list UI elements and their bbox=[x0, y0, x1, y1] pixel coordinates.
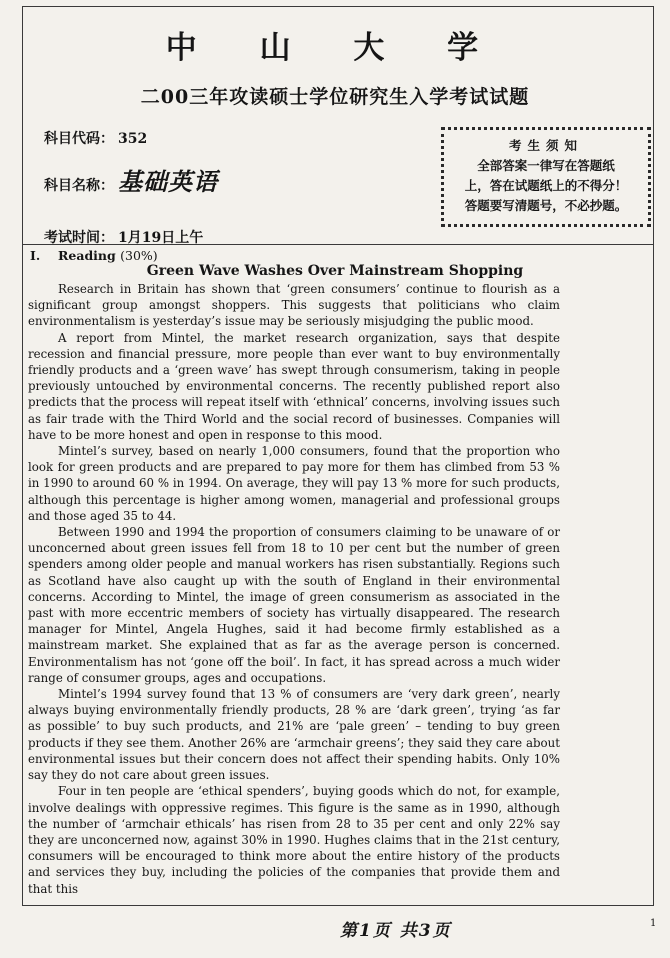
subject-code-label: 科目代码： bbox=[44, 131, 114, 147]
paragraph: Between 1990 and 1994 the proportion of consumers claiming to be unaware of or unconcerned about green issues fell from 18 to 10 per cent but the number of green spenders among older people and manual workers has risen substantially. Regions such as Scotland have also caught up with the south of England in their environmental concerns. According to Mintel, the image of green consumerism as associated in the past with more eccentric members of society has virtually disappeared. The research manager for Mintel, Angela Hughes, said it had become firmly established as a mainstream market. She explained that as far as the average person is concerned. Environmentalism has not ‘gone off the boil’. In fact, it has spread across a much wider range of consumer groups, ages and occupations. bbox=[28, 525, 560, 685]
paragraph: A report from Mintel, the market research organization, says that despite recession and financial pressure, more people than ever want to buy environmentally friendly products and a ‘green wave’ has swept through consumerism, taking in people previously untouched by environmental concerns. The recently published report also predicts that the process will repeat itself with ‘ethnical’ concerns, involving issues such as fair trade with the Third World and the social record of businesses. Companies will have to be more honest and open in response to this mood. bbox=[28, 330, 560, 442]
header-divider bbox=[22, 244, 653, 245]
subject-name-value: 基础英语 bbox=[118, 167, 218, 196]
notice-line: 全部答案一律写在答题纸 bbox=[477, 158, 615, 173]
subject-name bbox=[44, 162, 218, 197]
exam-title: 二00三年攻读硕士学位研究生入学考试试题 bbox=[140, 86, 530, 108]
section-weight: (30%) bbox=[120, 248, 158, 263]
section-number: I. bbox=[30, 248, 41, 263]
notice-line: 上，答在试题纸上的不得分！ bbox=[464, 178, 628, 193]
subject-code-value: 352 bbox=[118, 131, 148, 147]
subject-name-label: 科目名称： bbox=[44, 178, 114, 194]
article-body bbox=[28, 281, 560, 897]
notice-title: 考生须知 bbox=[508, 138, 583, 153]
section-label: Reading bbox=[58, 248, 116, 263]
university-name: 中 山 大 学 bbox=[165, 30, 505, 66]
exam-time-label: 考试时间： bbox=[44, 230, 114, 246]
candidate-notice-box bbox=[441, 127, 651, 227]
paragraph: Research in Britain has shown that ‘green consumers’ continue to flourish as a significant group amongst shoppers. This suggests that politicians who claim environmentalism is yesterday’s issue may be seriously misjudging the public mood. bbox=[28, 282, 560, 329]
paragraph: Mintel’s survey, based on nearly 1,000 consumers, found that the proportion who look for green products and are prepared to pay more for them has climbed from 53 % in 1990 to around 60 % in 1994. On average, they will pay 13 % more for such products, although this percentage is higher among women, managerial and professional groups and those aged 35 to 44. bbox=[28, 444, 560, 523]
notice-line: 答题要写清题号，不必抄题。 bbox=[464, 198, 628, 213]
page-number: 1 bbox=[650, 918, 657, 929]
subject-code bbox=[44, 128, 147, 148]
handwritten-page-note: 第1页 共3页 bbox=[340, 921, 452, 941]
paragraph: Four in ten people are ‘ethical spenders’, buying goods which do not, for example, involve dealings with oppressive regimes. This figure is the same as in 1990, although the number of ‘armchair ethicals’ has risen from 28 to 35 per cent and only 22% say they are unconcerned now, against 30% in 1990. Hughes claims that in the 21st century, consumers will be encouraged to think more about the entire history of the products and services they buy, including the policies of the companies that provide them and that this bbox=[28, 784, 560, 896]
article-title: Green Wave Washes Over Mainstream Shopping bbox=[146, 263, 524, 279]
exam-time-value: 1月19日上午 bbox=[118, 230, 204, 246]
paragraph: Mintel’s 1994 survey found that 13 % of consumers are ‘very dark green’, nearly always buying environmentally friendly products, 28 % are ‘dark green’, trying ‘as far as possible’ to buy such products, and 21% are ‘pale green’ – tending to buy green products if they see them. Another 26% are ‘armchair greens’; they said they care about environmental issues but their concern does not affect their spending habits. Only 10% say they do not care about green issues. bbox=[28, 687, 560, 783]
section-heading bbox=[30, 248, 158, 263]
